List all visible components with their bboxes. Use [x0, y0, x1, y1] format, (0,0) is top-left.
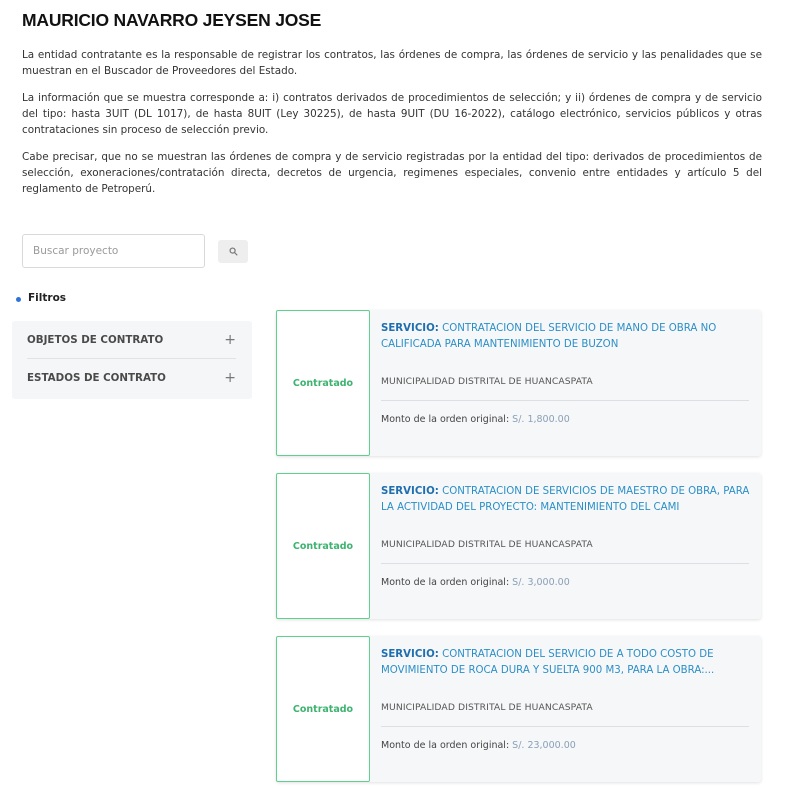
status-badge — [276, 310, 370, 456]
filters-panel — [12, 321, 252, 399]
amount-value: S/. 3,000.00 — [512, 577, 570, 588]
result-description: CONTRATACION DEL SERVICIO DE MANO DE OBRA NO CALIFICADA PARA MANTENIMIENTO DE BUZON — [381, 323, 717, 350]
search-input[interactable] — [22, 234, 205, 268]
result-description: CONTRATACION DEL SERVICIO DE A TODO COSTO DE MOVIMIENTO DE ROCA DURA Y SUELTA 900 M3, PARA LA OBRA:... — [381, 649, 715, 676]
filter-label: ESTADOS DE CONTRATO — [27, 372, 166, 384]
plus-icon[interactable]: + — [224, 331, 236, 348]
result-amount — [381, 414, 570, 425]
result-card — [276, 636, 761, 782]
status-text: Contratado — [292, 377, 354, 389]
result-title-link[interactable] — [381, 647, 751, 679]
intro-paragraph-3: Cabe precisar, que no se muestran las órdenes de compra y de servicio registradas por la entidad del tipo: derivados de procedimientos de selección, exoneraciones/contratación directa, decretos de urgencia, regimenes especiales, convenio entre entidades y artículo 5 del reglamento de Petroperú. — [22, 151, 762, 195]
intro-paragraph-2: La información que se muestra corresponde a: i) contratos derivados de procedimientos de selección; y ii) órdenes de compra y de servicio del tipo: hasta 3UIT (DL 1017), de hasta 8UIT (Ley 30225), de hasta 9UIT (DU 16-2022), catálogo electrónico, servicios públicos y otras contrataciones sin proceso de selección previo. — [22, 92, 762, 136]
amount-label: Monto de la orden original: — [381, 577, 510, 588]
filter-objetos-de-contrato[interactable] — [27, 321, 236, 359]
filters-label: Filtros — [28, 292, 67, 304]
result-entity: MUNICIPALIDAD DISTRITAL DE HUANCASPATA — [381, 539, 749, 564]
result-entity: MUNICIPALIDAD DISTRITAL DE HUANCASPATA — [381, 376, 749, 401]
status-text: Contratado — [292, 540, 354, 552]
filters-heading — [16, 292, 66, 304]
filter-estados-de-contrato[interactable] — [27, 359, 236, 397]
result-amount — [381, 740, 576, 751]
amount-value: S/. 23,000.00 — [512, 740, 576, 751]
amount-label: Monto de la orden original: — [381, 414, 510, 425]
result-type: SERVICIO: — [381, 323, 439, 334]
result-amount — [381, 577, 570, 588]
plus-icon[interactable]: + — [224, 370, 236, 386]
page-title: MAURICIO NAVARRO JEYSEN JOSE — [22, 10, 322, 30]
search-icon — [229, 244, 238, 259]
result-entity: MUNICIPALIDAD DISTRITAL DE HUANCASPATA — [381, 702, 749, 727]
result-title-link[interactable] — [381, 484, 751, 516]
filter-label: OBJETOS DE CONTRATO — [27, 333, 164, 346]
intro-paragraph-1: La entidad contratante es la responsable de registrar los contratos, las órdenes de compra, las órdenes de servicio y las penalidades que se muestran en el Buscador de Proveedores del Estado. — [22, 49, 762, 77]
amount-label: Monto de la orden original: — [381, 740, 510, 751]
result-type: SERVICIO: — [381, 486, 439, 497]
bullet-icon — [16, 297, 21, 302]
status-text: Contratado — [292, 703, 354, 715]
status-badge — [276, 636, 370, 782]
result-description: CONTRATACION DE SERVICIOS DE MAESTRO DE OBRA, PARA LA ACTIVIDAD DEL PROYECTO: MANTENIMIENTO DEL CAMI — [381, 486, 750, 513]
result-card — [276, 310, 761, 456]
search-button[interactable] — [218, 240, 248, 263]
status-badge — [276, 473, 370, 619]
amount-value: S/. 1,800.00 — [512, 414, 570, 425]
result-card — [276, 473, 761, 619]
result-title-link[interactable] — [381, 321, 751, 353]
result-type: SERVICIO: — [381, 649, 439, 660]
